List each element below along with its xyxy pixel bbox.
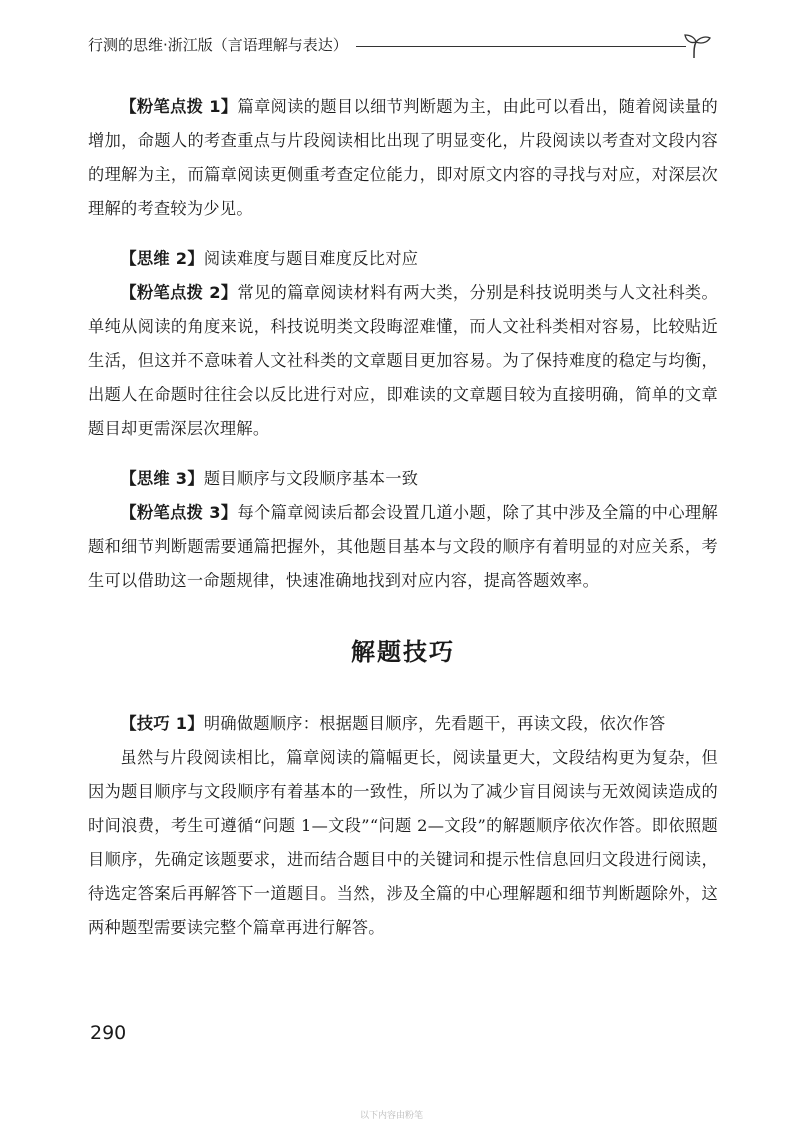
paragraph-tip-2 (88, 276, 718, 446)
technique-text-1: 明确做题顺序：根据题目顺序，先看题干，再读文段，依次作答 (203, 714, 666, 733)
technique-label-1: 【技巧 1】 (120, 714, 204, 733)
sprout-icon (682, 32, 712, 60)
page-content (88, 90, 718, 945)
thinking-text-2: 阅读难度与题目难度反比对应 (203, 249, 419, 268)
technique-body: 虽然与片段阅读相比，篇章阅读的篇幅更长，阅读量更大，文段结构更为复杂，但因为题目顺序与文段顺序有着基本的一致性，所以为了减少盲目阅读与无效阅读造成的时间浪费，考生可遵循“问题 1—文段”“问题 2—文段”的解题顺序依次作答。即依照题目顺序，先确定该题要求，进而结合题目中的关键词和提示性信息回归文段进行阅读，待选定答案后再解答下一道题目。当然，涉及全篇的中心理解题和细节判断题除外，这两种题型需要读完整个篇章再进行解答。 (88, 748, 718, 937)
tip-label-3: 【粉笔点拨 3】 (120, 503, 238, 522)
tip-text-2: 常见的篇章阅读材料有两大类，分别是科技说明类与人文社科类。单纯从阅读的角度来说，科技说明类文段晦涩难懂，而人文社科类相对容易，比较贴近生活，但这并不意味着人文社科类的文章题目更加容易。为了保持难度的稳定与均衡，出题人在命题时往往会以反比进行对应，即难读的文章题目较为直接明确，简单的文章题目却更需深层次理解。 (88, 283, 718, 438)
page-number: 290 (90, 1022, 127, 1044)
tip-text-3: 每个篇章阅读后都会设置几道小题，除了其中涉及全篇的中心理解题和细节判断题需要通篇把握外，其他题目基本与文段的顺序有着明显的对应关系，考生可以借助这一命题规律，快速准确地找到对应内容，提高答题效率。 (88, 503, 718, 590)
section-heading: 解题技巧 (351, 638, 455, 666)
thinking-label-2: 【思维 2】 (120, 249, 204, 268)
footer-watermark: 以下内容由粉笔 (360, 1111, 424, 1121)
header-rule (356, 46, 686, 47)
thinking-heading-2 (88, 242, 718, 276)
book-title: 行测的思维·浙江版（言语理解与表达） (88, 34, 354, 55)
paragraph-tip-1 (88, 90, 718, 226)
tip-text-1: 篇章阅读的题目以细节判断题为主，由此可以看出，随着阅读量的增加，命题人的考查重点与片段阅读相比出现了明显变化，片段阅读以考查对文段内容的理解为主，而篇章阅读更侧重考查定位能力，即对原文内容的寻找与对应，对深层次理解的考查较为少见。 (88, 97, 718, 218)
running-header (88, 32, 718, 60)
thinking-heading-3 (88, 462, 718, 496)
tip-label-1: 【粉笔点拨 1】 (120, 97, 238, 116)
technique-heading-1 (88, 707, 718, 741)
tip-label-2: 【粉笔点拨 2】 (120, 283, 238, 302)
paragraph-tip-3 (88, 496, 718, 598)
thinking-text-3: 题目顺序与文段顺序基本一致 (203, 469, 419, 488)
thinking-label-3: 【思维 3】 (120, 469, 204, 488)
